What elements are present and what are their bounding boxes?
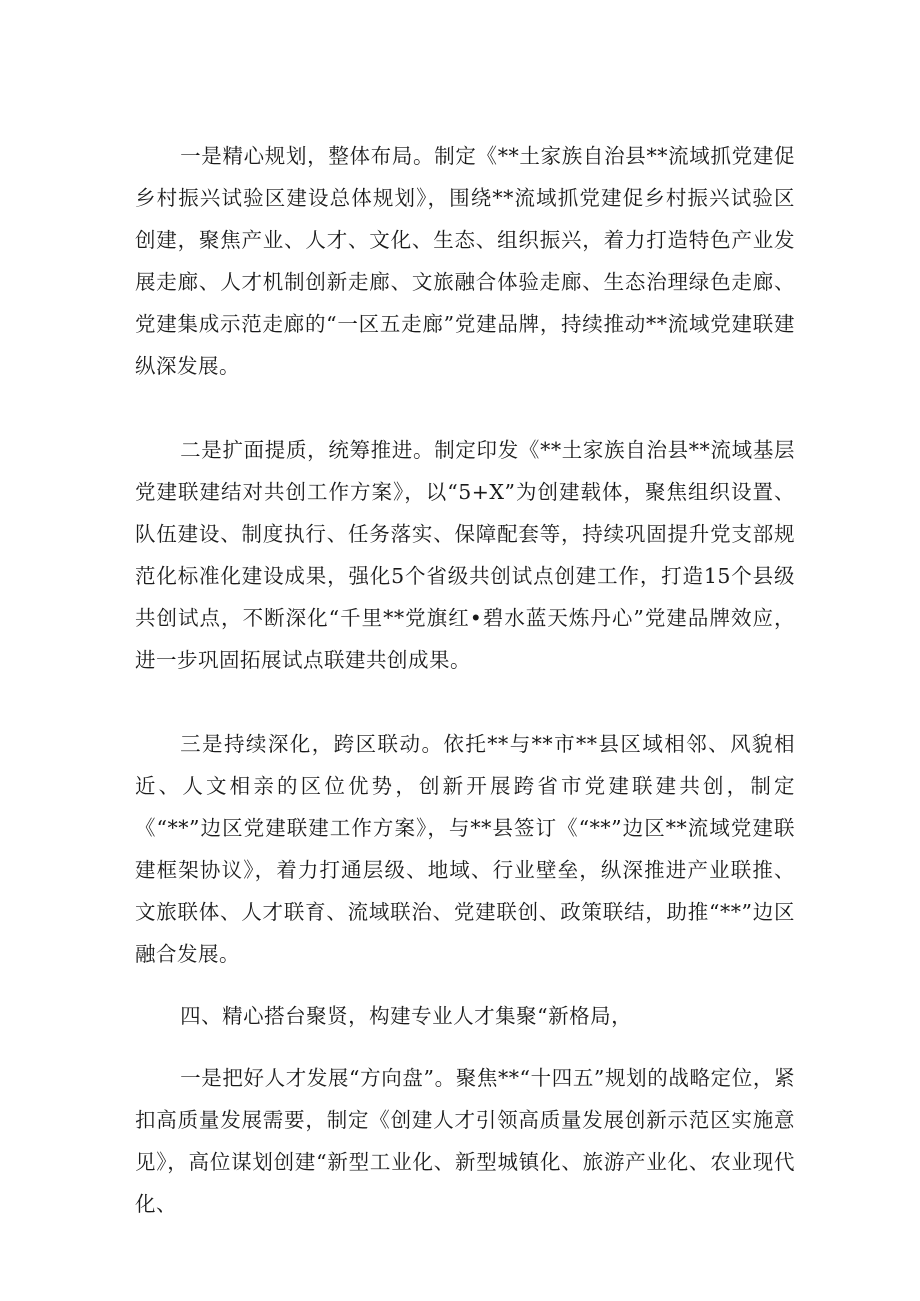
paragraph-talent-direction: 一是把好人才发展“方向盘”。聚焦**“十四五”规划的战略定位，紧扣高质量发展需要，制定《创建人才引领高质量发展创新示范区实施意见》，高位谋划创建“新型工业化、新型城镇化、旅游产业化、农业现代化、 xyxy=(135,1066,795,1216)
paragraph-expansion: 二是扩面提质，统筹推进。制定印发《**土家族自治县**流域基层党建联建结对共创工作方案》，以“5+X”为创建载体，聚焦组织设置、队伍建设、制度执行、任务落实、保障配套等，持续巩固提升党支部规范化标准化建设成果，强化5个省级共创试点创建工作，打造15个县级共创试点，不断深化“千里**党旗红•碧水蓝天炼丹心”党建品牌效应，进一步巩固拓展试点联建共创成果。 xyxy=(135,438,795,672)
paragraph-cross-region: 三是持续深化，跨区联动。依托**与**市**县区域相邻、风貌相近、人文相亲的区位优势，创新开展跨省市党建联建共创，制定《“**”边区党建联建工作方案》，与**县签订《“**”边区**流域党建联建框架协议》，着力打通层级、地域、行业壁垒，纵深推进产业联推、文旅联体、人才联育、流域联治、党建联创、政策联结，助推“**”边区融合发展。 xyxy=(135,732,795,966)
paragraph-planning: 一是精心规划，整体布局。制定《**土家族自治县**流域抓党建促乡村振兴试验区建设总体规划》，围绕**流域抓党建促乡村振兴试验区创建，聚焦产业、人才、文化、生态、组织振兴，着力打造特色产业发展走廊、人才机制创新走廊、文旅融合体验走廊、生态治理绿色走廊、党建集成示范走廊的“一区五走廊”党建品牌，持续推动**流域党建联建纵深发展。 xyxy=(135,144,795,378)
section-heading-talent: 四、精心搭台聚贤，构建专业人才集聚“新格局， xyxy=(180,1004,633,1028)
document-body xyxy=(135,135,795,1225)
